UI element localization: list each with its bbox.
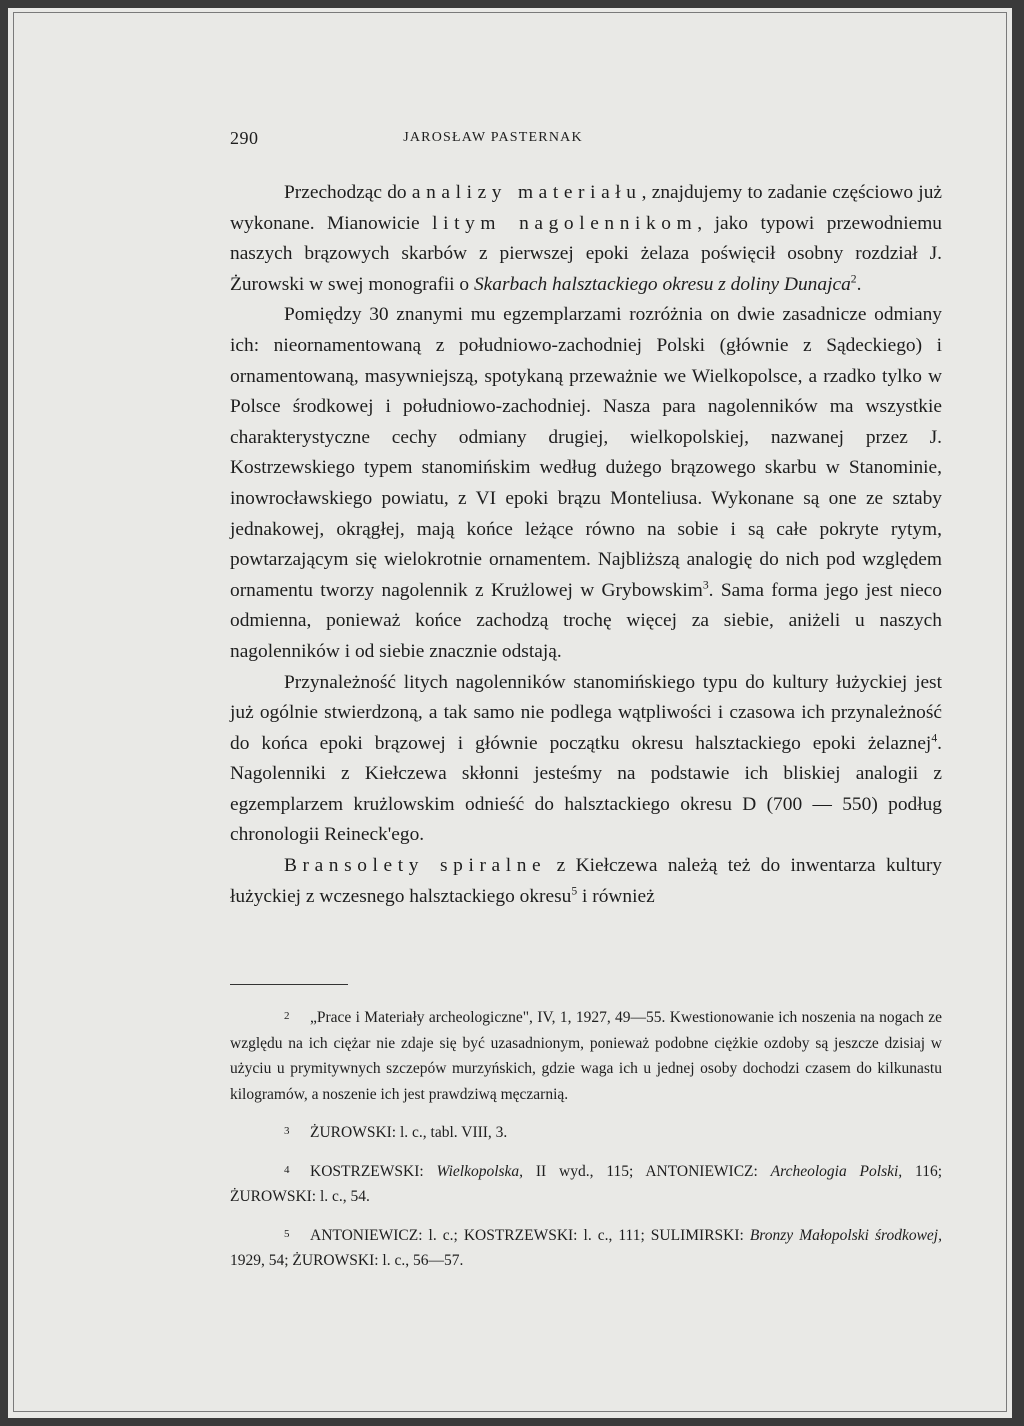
text-run: . Nagolenniki z Kiełczewa skłonni jesteśmy na podstawie ich bliskiej analogii z egzemplarzem krużlowskim odnieść do halsztackiego okresu D (700 — 550) podług chronologii Reineck'ego.	[230, 732, 942, 846]
italic-title: Archeologia Polski,	[770, 1162, 903, 1180]
footnote-text: 1929, 54; ŻUROWSKI: l. c., 56—57.	[230, 1252, 464, 1269]
paragraph-4	[230, 851, 942, 912]
spaced-emphasis: analizy materiału	[411, 182, 642, 203]
footnote-3	[230, 1119, 942, 1146]
footnote-text: ANTONIEWICZ: l. c.; KOSTRZEWSKI: l. c., 111; SULIMIRSKI:	[310, 1226, 750, 1244]
page-number: 290	[230, 128, 259, 148]
italic-title: Skarbach halsztackiego okresu z doliny Dunajca	[473, 273, 851, 295]
page-header	[230, 128, 716, 158]
footnote-separator	[230, 984, 348, 985]
footnote-text: 116; ŻUROWSKI: l. c., 54.	[230, 1162, 942, 1205]
paragraph-3	[230, 668, 942, 852]
footnote-mark: 2	[284, 1010, 290, 1022]
footnote-mark: 4	[284, 1163, 290, 1176]
footnotes	[230, 1004, 942, 1286]
italic-title: Bronzy Małopolski środkowej,	[749, 1226, 942, 1244]
page	[8, 8, 1012, 1418]
spaced-emphasis: Bransolety spiralne	[284, 855, 547, 877]
footnote-ref: 2	[850, 272, 857, 286]
paragraph-1	[230, 178, 942, 300]
footnote-4	[230, 1158, 942, 1210]
text-run: Pomiędzy 30 znanymi mu egzemplarzami rozróżnia on dwie zasadnicze odmiany ich: nieornamentowaną z południowo-zachodniej Polski (głównie z Sądeckiego) i ornamentowaną, masywniejszą, spotykaną przeważnie we Wielkopolsce, a rzadko tylko w Polsce środkowej i południowo-zachodniej. Nasza para nagolenników ma wszystkie charakterystyczne cechy odmiany drugiej, wielkopolskiej, nazwanej przez J. Kostrzewskiego typem stanomińskim według dużego brązowego skarbu w Stanominie, inowrocławskiego powiatu, z VI epoki brązu Monteliusa. Wykonane są one ze sztaby jednakowej, okrągłej, mają końce leżące równo na sobie i są całe pokryte rytym, powtarzającym się wielokrotnie ornamentem. Najbliższą analogię do nich pod względem ornamentu tworzy nagolennik z Krużlowej w Grybowskim	[230, 304, 942, 601]
footnote-ref: 3	[702, 578, 709, 592]
footnote-2	[230, 1004, 942, 1107]
text-run: . Sama forma jego jest nieco odmienna, ponieważ końce zachodzą trochę więcej za siebie, aniżeli u naszych nagolenników i od siebie znacznie odstają.	[230, 579, 942, 662]
text-run: Przechodząc do	[284, 182, 412, 203]
footnote-text: II wyd., 115; ANTONIEWICZ:	[523, 1162, 771, 1180]
footnote-ref: 4	[931, 731, 938, 745]
text-run: , znajdujemy to zadanie częściowo już wykonane. Mianowicie	[230, 182, 942, 234]
running-head: JAROSŁAW PASTERNAK	[403, 130, 583, 145]
footnote-mark: 3	[284, 1125, 290, 1137]
spaced-emphasis: litym nagolennikom	[432, 212, 698, 234]
paragraph-2	[230, 300, 942, 667]
footnote-text: ŻUROWSKI: l. c., tabl. VIII, 3.	[310, 1124, 508, 1141]
footnote-text: „Prace i Materiały archeologiczne", IV, 1, 1927, 49—55. Kwestionowanie ich noszenia na nogach ze względu na ich ciężar nie zdaje się być uzasadnionym, ponieważ podobne ciężkie ozdoby są jeszcze dzisiaj w użyciu u prymitywnych szczepów murzyńskich, gdzie waga ich u jednej osoby dochodzi czasem do kilkunastu kilogramów, a noszenie ich jest prawdziwą męczarnią.	[230, 1009, 942, 1103]
text-run: i również	[577, 885, 655, 907]
text-run: .	[856, 273, 862, 295]
text-run: , jako typowi przewodniemu naszych brązowych skarbów z pierwszej epoki żelaza poświęcił osobny rozdział J. Żurowski w swej monografii o	[230, 212, 942, 295]
footnote-5	[230, 1222, 942, 1274]
footnote-text: KOSTRZEWSKI:	[310, 1162, 437, 1180]
text-run: z Kiełczewa należą też do inwentarza kultury łużyckiej z wczesnego halsztackiego okresu	[230, 855, 943, 907]
footnote-ref: 5	[571, 884, 578, 898]
text-run: Przynależność litych nagolenników stanomińskiego typu do kultury łużyckiej jest już ogólnie stwierdzoną, a tak samo nie podlega wątpliwości i czasowa ich przynależność do końca epoki brązowej i głównie początku okresu halsztackiego epoki żelaznej	[230, 671, 942, 754]
body-text	[230, 178, 942, 912]
footnote-mark: 5	[284, 1227, 290, 1240]
italic-title: Wielkopolska,	[436, 1162, 524, 1180]
